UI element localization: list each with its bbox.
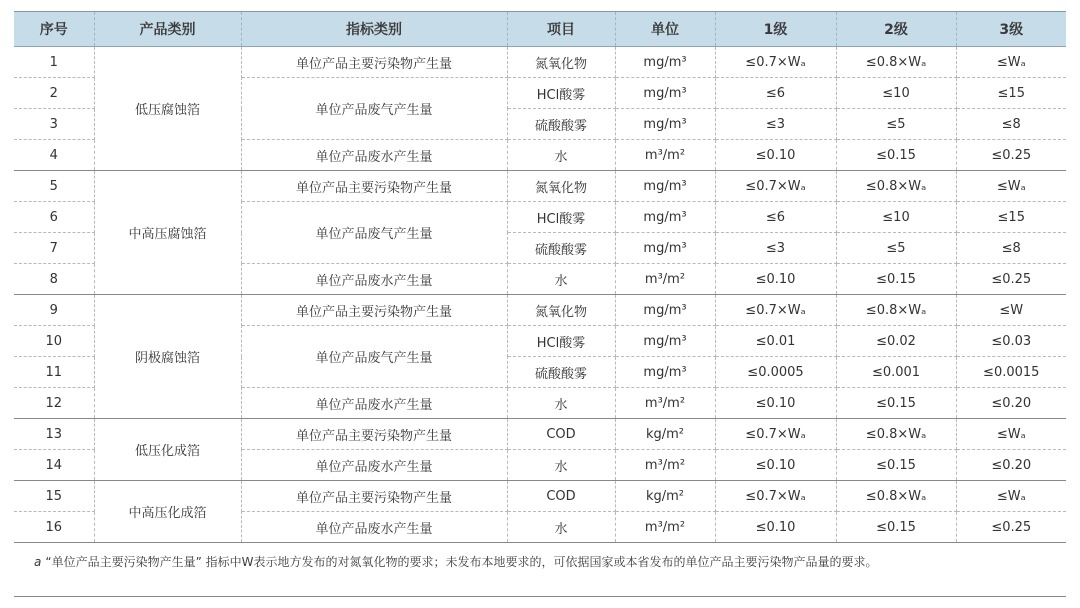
- header-indicator: 指标类别: [241, 12, 507, 47]
- row-number-cell: 10: [14, 326, 94, 357]
- item-cell: 水: [507, 450, 615, 481]
- indicator-category-cell: 单位产品废气产生量: [241, 202, 507, 264]
- level-1-cell: ≤0.01: [715, 326, 836, 357]
- unit-cell: mg/m³: [615, 233, 715, 264]
- item-cell: HCl酸雾: [507, 78, 615, 109]
- item-cell: 水: [507, 140, 615, 171]
- level-2-cell: ≤10: [836, 202, 956, 233]
- level-2-cell: ≤0.15: [836, 140, 956, 171]
- level-3-cell: ≤Wₐ: [956, 47, 1066, 78]
- level-2-cell: ≤0.02: [836, 326, 956, 357]
- header-item: 项目: [507, 12, 615, 47]
- row-number-cell: 14: [14, 450, 94, 481]
- level-3-cell: ≤0.0015: [956, 357, 1066, 388]
- unit-cell: kg/m²: [615, 419, 715, 450]
- header-level-3: 3级: [956, 12, 1066, 47]
- unit-cell: mg/m³: [615, 357, 715, 388]
- level-1-cell: ≤0.10: [715, 450, 836, 481]
- footnote-mark: a: [34, 555, 42, 569]
- row-number-cell: 11: [14, 357, 94, 388]
- product-category-cell: 低压腐蚀箔: [94, 47, 241, 171]
- item-cell: 氮氧化物: [507, 47, 615, 78]
- indicator-category-cell: 单位产品主要污染物产生量: [241, 47, 507, 78]
- row-number-cell: 12: [14, 388, 94, 419]
- item-cell: 硫酸酸雾: [507, 109, 615, 140]
- unit-cell: m³/m²: [615, 512, 715, 543]
- level-3-cell: ≤0.25: [956, 264, 1066, 295]
- item-cell: HCl酸雾: [507, 202, 615, 233]
- header-level-2: 2级: [836, 12, 956, 47]
- table-row: [14, 295, 1066, 326]
- level-2-cell: ≤0.8×Wₐ: [836, 171, 956, 202]
- level-2-cell: ≤0.8×Wₐ: [836, 47, 956, 78]
- level-1-cell: ≤0.7×Wₐ: [715, 295, 836, 326]
- table-header-row: [14, 12, 1066, 47]
- level-1-cell: ≤0.7×Wₐ: [715, 481, 836, 512]
- table-row: [14, 171, 1066, 202]
- level-3-cell: ≤0.03: [956, 326, 1066, 357]
- item-cell: 硫酸酸雾: [507, 233, 615, 264]
- table-row: [14, 481, 1066, 512]
- product-category-cell: 中高压化成箔: [94, 481, 241, 543]
- level-2-cell: ≤0.8×Wₐ: [836, 481, 956, 512]
- unit-cell: m³/m²: [615, 450, 715, 481]
- indicator-category-cell: 单位产品废气产生量: [241, 78, 507, 140]
- table-body: [14, 47, 1066, 543]
- indicator-category-cell: 单位产品废水产生量: [241, 450, 507, 481]
- table-row: [14, 419, 1066, 450]
- indicator-category-cell: 单位产品废气产生量: [241, 326, 507, 388]
- level-2-cell: ≤0.8×Wₐ: [836, 295, 956, 326]
- row-number-cell: 4: [14, 140, 94, 171]
- product-category-cell: 中高压腐蚀箔: [94, 171, 241, 295]
- indicator-category-cell: 单位产品主要污染物产生量: [241, 419, 507, 450]
- level-3-cell: ≤8: [956, 109, 1066, 140]
- level-3-cell: ≤15: [956, 78, 1066, 109]
- row-number-cell: 7: [14, 233, 94, 264]
- unit-cell: mg/m³: [615, 295, 715, 326]
- level-1-cell: ≤0.10: [715, 388, 836, 419]
- table-row: [14, 47, 1066, 78]
- row-number-cell: 2: [14, 78, 94, 109]
- level-1-cell: ≤3: [715, 233, 836, 264]
- footnote-text: “单位产品主要污染物产生量” 指标中W表示地方发布的对氮氧化物的要求；未发布本地要求的，可依据国家或本省发布的单位产品主要污染物产品量的要求。: [45, 555, 878, 569]
- row-number-cell: 15: [14, 481, 94, 512]
- header-no: 序号: [14, 12, 94, 47]
- indicator-category-cell: 单位产品主要污染物产生量: [241, 171, 507, 202]
- unit-cell: m³/m²: [615, 264, 715, 295]
- level-1-cell: ≤6: [715, 202, 836, 233]
- table-footnote: [14, 553, 1066, 571]
- indicator-category-cell: 单位产品废水产生量: [241, 264, 507, 295]
- indicator-category-cell: 单位产品主要污染物产生量: [241, 481, 507, 512]
- standards-table-container: [14, 12, 1066, 543]
- level-1-cell: ≤6: [715, 78, 836, 109]
- indicator-category-cell: 单位产品废水产生量: [241, 512, 507, 543]
- level-2-cell: ≤0.15: [836, 388, 956, 419]
- header-level-1: 1级: [715, 12, 836, 47]
- item-cell: COD: [507, 481, 615, 512]
- row-number-cell: 3: [14, 109, 94, 140]
- header-unit: 单位: [615, 12, 715, 47]
- item-cell: 氮氧化物: [507, 171, 615, 202]
- product-category-cell: 阴极腐蚀箔: [94, 295, 241, 419]
- header-category: 产品类别: [94, 12, 241, 47]
- product-category-cell: 低压化成箔: [94, 419, 241, 481]
- standards-table: [14, 12, 1066, 543]
- level-1-cell: ≤0.7×Wₐ: [715, 419, 836, 450]
- row-number-cell: 1: [14, 47, 94, 78]
- unit-cell: mg/m³: [615, 78, 715, 109]
- level-2-cell: ≤10: [836, 78, 956, 109]
- level-3-cell: ≤Wₐ: [956, 481, 1066, 512]
- row-number-cell: 9: [14, 295, 94, 326]
- row-number-cell: 6: [14, 202, 94, 233]
- unit-cell: mg/m³: [615, 171, 715, 202]
- row-number-cell: 5: [14, 171, 94, 202]
- level-1-cell: ≤0.10: [715, 512, 836, 543]
- row-number-cell: 13: [14, 419, 94, 450]
- unit-cell: mg/m³: [615, 47, 715, 78]
- unit-cell: mg/m³: [615, 202, 715, 233]
- level-1-cell: ≤0.10: [715, 140, 836, 171]
- level-2-cell: ≤5: [836, 233, 956, 264]
- unit-cell: kg/m²: [615, 481, 715, 512]
- item-cell: 水: [507, 264, 615, 295]
- unit-cell: m³/m²: [615, 388, 715, 419]
- level-3-cell: ≤0.20: [956, 388, 1066, 419]
- level-1-cell: ≤0.0005: [715, 357, 836, 388]
- level-2-cell: ≤0.8×Wₐ: [836, 419, 956, 450]
- unit-cell: m³/m²: [615, 140, 715, 171]
- unit-cell: mg/m³: [615, 109, 715, 140]
- table-bottom-rule: [14, 596, 1066, 597]
- level-3-cell: ≤0.25: [956, 512, 1066, 543]
- level-3-cell: ≤0.25: [956, 140, 1066, 171]
- unit-cell: mg/m³: [615, 326, 715, 357]
- level-3-cell: ≤Wₐ: [956, 419, 1066, 450]
- level-2-cell: ≤0.15: [836, 264, 956, 295]
- level-2-cell: ≤5: [836, 109, 956, 140]
- item-cell: COD: [507, 419, 615, 450]
- row-number-cell: 16: [14, 512, 94, 543]
- level-2-cell: ≤0.001: [836, 357, 956, 388]
- level-3-cell: ≤8: [956, 233, 1066, 264]
- level-2-cell: ≤0.15: [836, 450, 956, 481]
- level-1-cell: ≤3: [715, 109, 836, 140]
- level-1-cell: ≤0.10: [715, 264, 836, 295]
- item-cell: 水: [507, 512, 615, 543]
- indicator-category-cell: 单位产品废水产生量: [241, 388, 507, 419]
- indicator-category-cell: 单位产品主要污染物产生量: [241, 295, 507, 326]
- indicator-category-cell: 单位产品废水产生量: [241, 140, 507, 171]
- level-1-cell: ≤0.7×Wₐ: [715, 171, 836, 202]
- level-1-cell: ≤0.7×Wₐ: [715, 47, 836, 78]
- level-3-cell: ≤Wₐ: [956, 171, 1066, 202]
- item-cell: 氮氧化物: [507, 295, 615, 326]
- level-3-cell: ≤0.20: [956, 450, 1066, 481]
- item-cell: 硫酸酸雾: [507, 357, 615, 388]
- item-cell: HCl酸雾: [507, 326, 615, 357]
- level-3-cell: ≤15: [956, 202, 1066, 233]
- item-cell: 水: [507, 388, 615, 419]
- row-number-cell: 8: [14, 264, 94, 295]
- level-2-cell: ≤0.15: [836, 512, 956, 543]
- level-3-cell: ≤W: [956, 295, 1066, 326]
